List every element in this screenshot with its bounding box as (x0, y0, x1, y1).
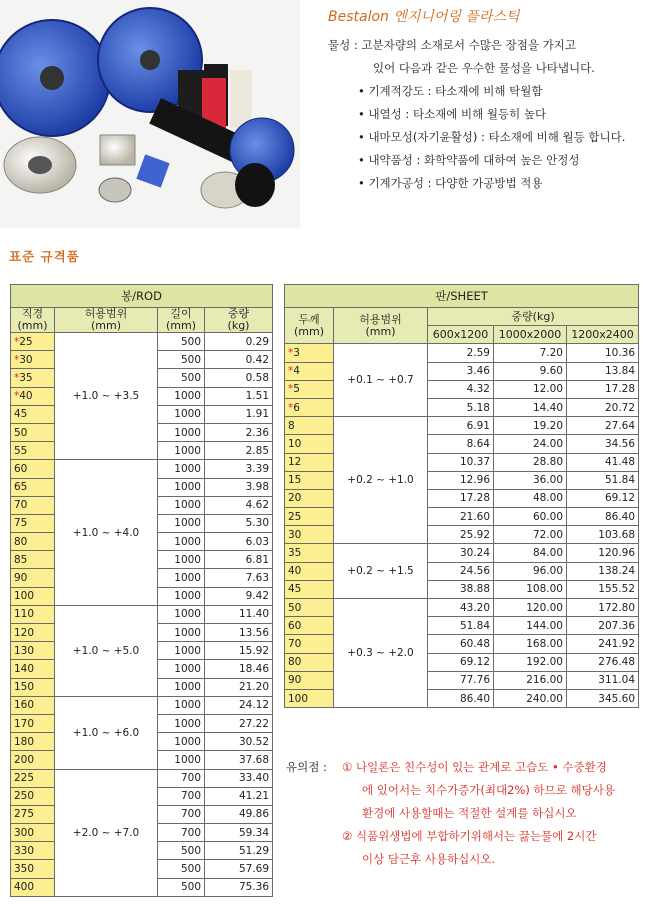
rod-diameter: 140 (11, 660, 55, 678)
rod-weight: 15.92 (205, 642, 273, 660)
sheet-weight-1000x2000: 19.20 (494, 417, 567, 435)
rod-diameter: 275 (11, 805, 55, 823)
rod-weight: 30.52 (205, 733, 273, 751)
table-row (11, 696, 273, 714)
table-row (285, 344, 639, 362)
property-line: • 내약품성 : 화학약품에 대하여 높은 안정성 (358, 153, 580, 167)
sheet-weight-1200x2400: 13.84 (567, 362, 639, 380)
sheet-weight-1000x2000: 96.00 (494, 562, 567, 580)
sheet-weight-1000x2000: 168.00 (494, 635, 567, 653)
rod-weight: 0.58 (205, 369, 273, 387)
rod-diameter: 225 (11, 769, 55, 787)
sheet-tolerance: +0.3 ~ +2.0 (334, 599, 428, 708)
note-line (286, 779, 646, 802)
note-text: 환경에 사용할때는 적절한 설계를 하십시오 (362, 806, 577, 820)
property-line: • 내마모성(자기윤활성) : 타소재에 비해 월등 합니다. (358, 130, 626, 144)
sheet-thickness: 90 (285, 671, 334, 689)
note-text: 식품위생법에 부합하기위해서는 끓는물에 2시간 (355, 829, 597, 843)
rod-diameter: *40 (11, 387, 55, 405)
rod-caption: 봉/ROD (11, 285, 273, 308)
sheet-thickness: 40 (285, 562, 334, 580)
sheet-weight-600x1200: 38.88 (428, 580, 494, 598)
sheet-weight-1200x2400: 276.48 (567, 653, 639, 671)
sheet-tolerance: +0.2 ~ +1.5 (334, 544, 428, 599)
sheet-header: 허용범위 (mm) (334, 308, 428, 344)
rod-header: 허용범위 (mm) (55, 308, 158, 333)
rod-diameter: 70 (11, 496, 55, 514)
sheet-weight-1000x2000: 28.80 (494, 453, 567, 471)
sheet-thickness: *3 (285, 344, 334, 362)
rod-diameter: 130 (11, 642, 55, 660)
sheet-thickness: 8 (285, 417, 334, 435)
note-line (286, 848, 646, 871)
rod-diameter: 65 (11, 478, 55, 496)
sheet-weight-600x1200: 17.28 (428, 489, 494, 507)
rod-diameter: 400 (11, 878, 55, 896)
sheet-weight-600x1200: 6.91 (428, 417, 494, 435)
star-mark: * (288, 383, 294, 396)
sheet-weight-1000x2000: 144.00 (494, 617, 567, 635)
rod-length: 500 (158, 351, 205, 369)
section-title: 표준 규격품 (9, 249, 80, 264)
rod-header: 길이 (mm) (158, 308, 205, 333)
sheet-thickness: *5 (285, 380, 334, 398)
sheet-tolerance: +0.2 ~ +1.0 (334, 417, 428, 544)
rod-weight: 0.29 (205, 333, 273, 351)
property-line: 물성 : 고분자량의 소재로서 수많은 장점을 가지고 (328, 38, 576, 52)
rod-length: 1000 (158, 551, 205, 569)
rod-diameter: 250 (11, 787, 55, 805)
sheet-weight-1000x2000: 12.00 (494, 380, 567, 398)
rod-diameter: 330 (11, 842, 55, 860)
sheet-thickness: *4 (285, 362, 334, 380)
sheet-weight-600x1200: 69.12 (428, 653, 494, 671)
rod-diameter: *35 (11, 369, 55, 387)
rod-diameter: 170 (11, 714, 55, 732)
rod-tolerance: +1.0 ~ +4.0 (55, 460, 158, 606)
rod-weight: 49.86 (205, 805, 273, 823)
sheet-weight-1000x2000: 14.40 (494, 398, 567, 416)
note-line (286, 756, 646, 779)
star-mark: * (14, 335, 20, 348)
sheet-weight-1200x2400: 345.60 (567, 689, 639, 707)
rod-weight: 57.69 (205, 860, 273, 878)
sheet-weight-1000x2000: 36.00 (494, 471, 567, 489)
sheet-weight-1000x2000: 240.00 (494, 689, 567, 707)
sheet-weight-600x1200: 43.20 (428, 599, 494, 617)
sheet-thickness: 60 (285, 617, 334, 635)
sheet-weight-1200x2400: 51.84 (567, 471, 639, 489)
sheet-weight-600x1200: 21.60 (428, 508, 494, 526)
rod-diameter: 75 (11, 514, 55, 532)
sheet-header: 중량(kg) (428, 308, 639, 326)
rod-length: 500 (158, 333, 205, 351)
sheet-weight-1200x2400: 86.40 (567, 508, 639, 526)
rod-length: 500 (158, 842, 205, 860)
sheet-thickness: *6 (285, 398, 334, 416)
rod-length: 1000 (158, 569, 205, 587)
rod-weight: 4.62 (205, 496, 273, 514)
rod-diameter: 200 (11, 751, 55, 769)
sheet-weight-1000x2000: 48.00 (494, 489, 567, 507)
sheet-thickness: 20 (285, 489, 334, 507)
rod-length: 1000 (158, 714, 205, 732)
sheet-weight-600x1200: 77.76 (428, 671, 494, 689)
sheet-thickness: 100 (285, 689, 334, 707)
rod-diameter: 100 (11, 587, 55, 605)
rod-tolerance: +1.0 ~ +3.5 (55, 333, 158, 460)
rod-length: 1000 (158, 442, 205, 460)
sheet-weight-1200x2400: 20.72 (567, 398, 639, 416)
sheet-weight-1000x2000: 84.00 (494, 544, 567, 562)
sheet-weight-1200x2400: 34.56 (567, 435, 639, 453)
rod-table (10, 284, 273, 897)
rod-diameter: 300 (11, 824, 55, 842)
rod-length: 1000 (158, 478, 205, 496)
sheet-header: 두께 (mm) (285, 308, 334, 344)
rod-length: 1000 (158, 696, 205, 714)
rod-length: 1000 (158, 496, 205, 514)
sheet-weight-1000x2000: 72.00 (494, 526, 567, 544)
sheet-thickness: 25 (285, 508, 334, 526)
note-text: 에 있어서는 치수가증가(최대2%) 하므로 해당사용 (362, 783, 615, 797)
sheet-weight-600x1200: 51.84 (428, 617, 494, 635)
sheet-thickness: 80 (285, 653, 334, 671)
rod-weight: 9.42 (205, 587, 273, 605)
sheet-weight-600x1200: 60.48 (428, 635, 494, 653)
rod-weight: 21.20 (205, 678, 273, 696)
sheet-subheader: 600x1200 (428, 326, 494, 344)
table-row (285, 544, 639, 562)
rod-length: 1000 (158, 533, 205, 551)
sheet-weight-1200x2400: 241.92 (567, 635, 639, 653)
rod-diameter: *30 (11, 351, 55, 369)
table-row (11, 769, 273, 787)
sheet-weight-600x1200: 10.37 (428, 453, 494, 471)
notes-label: 유의점 : (286, 760, 327, 774)
sheet-weight-1200x2400: 120.96 (567, 544, 639, 562)
rod-diameter: 180 (11, 733, 55, 751)
rod-length: 1000 (158, 514, 205, 532)
rod-diameter: 50 (11, 423, 55, 441)
rod-diameter: 120 (11, 624, 55, 642)
sheet-thickness: 45 (285, 580, 334, 598)
note-marker: ② (342, 829, 356, 843)
rod-tolerance: +1.0 ~ +6.0 (55, 696, 158, 769)
table-row (11, 460, 273, 478)
rod-length: 700 (158, 769, 205, 787)
rod-length: 500 (158, 878, 205, 896)
sheet-caption: 판/SHEET (285, 285, 639, 308)
sheet-weight-1200x2400: 172.80 (567, 599, 639, 617)
note-line (286, 825, 646, 848)
star-mark: * (14, 390, 20, 403)
sheet-thickness: 50 (285, 599, 334, 617)
rod-weight: 2.36 (205, 423, 273, 441)
rod-length: 1000 (158, 460, 205, 478)
sheet-weight-600x1200: 30.24 (428, 544, 494, 562)
star-mark: * (14, 353, 20, 366)
sheet-weight-1000x2000: 216.00 (494, 671, 567, 689)
property-line: • 기계적강도 : 타소재에 비해 탁월함 (358, 84, 543, 98)
rod-header: 직경 (mm) (11, 308, 55, 333)
rod-length: 500 (158, 860, 205, 878)
sheet-weight-600x1200: 86.40 (428, 689, 494, 707)
rod-weight: 11.40 (205, 605, 273, 623)
sheet-weight-1200x2400: 69.12 (567, 489, 639, 507)
sheet-thickness: 12 (285, 453, 334, 471)
sheet-weight-1000x2000: 9.60 (494, 362, 567, 380)
rod-header: 중량 (kg) (205, 308, 273, 333)
rod-length: 1000 (158, 587, 205, 605)
sheet-weight-1200x2400: 207.36 (567, 617, 639, 635)
brand-title: Bestalon 엔지니어링 플라스틱 (328, 9, 520, 25)
table-row (285, 599, 639, 617)
product-photo-illustration (0, 0, 300, 228)
rod-length: 700 (158, 805, 205, 823)
note-line (286, 802, 646, 825)
rod-weight: 3.39 (205, 460, 273, 478)
sheet-weight-600x1200: 8.64 (428, 435, 494, 453)
rod-length: 1000 (158, 678, 205, 696)
rod-weight: 0.42 (205, 351, 273, 369)
rod-tolerance: +2.0 ~ +7.0 (55, 769, 158, 896)
rod-weight: 5.30 (205, 514, 273, 532)
rod-weight: 13.56 (205, 624, 273, 642)
rod-weight: 24.12 (205, 696, 273, 714)
rod-diameter: 85 (11, 551, 55, 569)
rod-weight: 27.22 (205, 714, 273, 732)
rod-weight: 41.21 (205, 787, 273, 805)
rod-weight: 1.51 (205, 387, 273, 405)
sheet-weight-1200x2400: 155.52 (567, 580, 639, 598)
sheet-thickness: 15 (285, 471, 334, 489)
rod-diameter: 150 (11, 678, 55, 696)
sheet-table (284, 284, 639, 708)
sheet-weight-1200x2400: 41.48 (567, 453, 639, 471)
rod-length: 1000 (158, 751, 205, 769)
rod-length: 1000 (158, 423, 205, 441)
rod-diameter: 160 (11, 696, 55, 714)
notes (286, 756, 646, 871)
rod-length: 1000 (158, 624, 205, 642)
rod-weight: 1.91 (205, 405, 273, 423)
properties-list (328, 34, 648, 195)
sheet-weight-1200x2400: 27.64 (567, 417, 639, 435)
rod-length: 1000 (158, 642, 205, 660)
sheet-weight-600x1200: 2.59 (428, 344, 494, 362)
rod-diameter: *25 (11, 333, 55, 351)
sheet-thickness: 70 (285, 635, 334, 653)
sheet-weight-600x1200: 25.92 (428, 526, 494, 544)
product-photo (0, 0, 300, 228)
rod-diameter: 45 (11, 405, 55, 423)
table-row (285, 417, 639, 435)
property-line: • 내열성 : 타소재에 비해 월등히 높다 (358, 107, 547, 121)
property-line: • 기계가공성 : 다양한 가공방법 적용 (358, 176, 543, 190)
sheet-weight-600x1200: 5.18 (428, 398, 494, 416)
sheet-thickness: 35 (285, 544, 334, 562)
sheet-weight-1200x2400: 17.28 (567, 380, 639, 398)
rod-length: 1000 (158, 405, 205, 423)
rod-diameter: 110 (11, 605, 55, 623)
note-marker: ① (342, 760, 356, 774)
rod-length: 700 (158, 824, 205, 842)
star-mark: * (288, 401, 294, 414)
sheet-weight-1000x2000: 120.00 (494, 599, 567, 617)
rod-weight: 6.81 (205, 551, 273, 569)
star-mark: * (14, 371, 20, 384)
sheet-weight-1200x2400: 138.24 (567, 562, 639, 580)
sheet-weight-1000x2000: 24.00 (494, 435, 567, 453)
sheet-weight-1000x2000: 192.00 (494, 653, 567, 671)
rod-weight: 59.34 (205, 824, 273, 842)
rod-length: 700 (158, 787, 205, 805)
rod-diameter: 55 (11, 442, 55, 460)
sheet-weight-600x1200: 12.96 (428, 471, 494, 489)
sheet-weight-1200x2400: 103.68 (567, 526, 639, 544)
rod-weight: 51.29 (205, 842, 273, 860)
sheet-subheader: 1000x2000 (494, 326, 567, 344)
rod-weight: 6.03 (205, 533, 273, 551)
rod-length: 1000 (158, 733, 205, 751)
rod-weight: 33.40 (205, 769, 273, 787)
sheet-subheader: 1200x2400 (567, 326, 639, 344)
sheet-weight-1000x2000: 7.20 (494, 344, 567, 362)
sheet-tolerance: +0.1 ~ +0.7 (334, 344, 428, 417)
table-row (11, 333, 273, 351)
note-text: 나일론은 친수성이 있는 관계로 고습도 • 수중환경 (355, 760, 607, 774)
sheet-weight-600x1200: 3.46 (428, 362, 494, 380)
rod-weight: 75.36 (205, 878, 273, 896)
rod-weight: 2.85 (205, 442, 273, 460)
rod-diameter: 350 (11, 860, 55, 878)
rod-tolerance: +1.0 ~ +5.0 (55, 605, 158, 696)
table-row (11, 605, 273, 623)
rod-diameter: 80 (11, 533, 55, 551)
property-line: 있어 다음과 같은 우수한 물성을 나타냅니다. (373, 61, 595, 75)
note-text: 이상 담근후 사용하십시오. (362, 852, 496, 866)
sheet-weight-1200x2400: 10.36 (567, 344, 639, 362)
sheet-weight-1200x2400: 311.04 (567, 671, 639, 689)
star-mark: * (288, 365, 294, 378)
rod-weight: 3.98 (205, 478, 273, 496)
sheet-weight-600x1200: 4.32 (428, 380, 494, 398)
star-mark: * (288, 346, 294, 359)
rod-length: 1000 (158, 660, 205, 678)
sheet-weight-1000x2000: 108.00 (494, 580, 567, 598)
rod-weight: 7.63 (205, 569, 273, 587)
rod-length: 500 (158, 369, 205, 387)
sheet-weight-1000x2000: 60.00 (494, 508, 567, 526)
rod-weight: 37.68 (205, 751, 273, 769)
sheet-thickness: 10 (285, 435, 334, 453)
rod-weight: 18.46 (205, 660, 273, 678)
sheet-weight-600x1200: 24.56 (428, 562, 494, 580)
rod-diameter: 60 (11, 460, 55, 478)
rod-diameter: 90 (11, 569, 55, 587)
rod-length: 1000 (158, 387, 205, 405)
sheet-thickness: 30 (285, 526, 334, 544)
rod-length: 1000 (158, 605, 205, 623)
